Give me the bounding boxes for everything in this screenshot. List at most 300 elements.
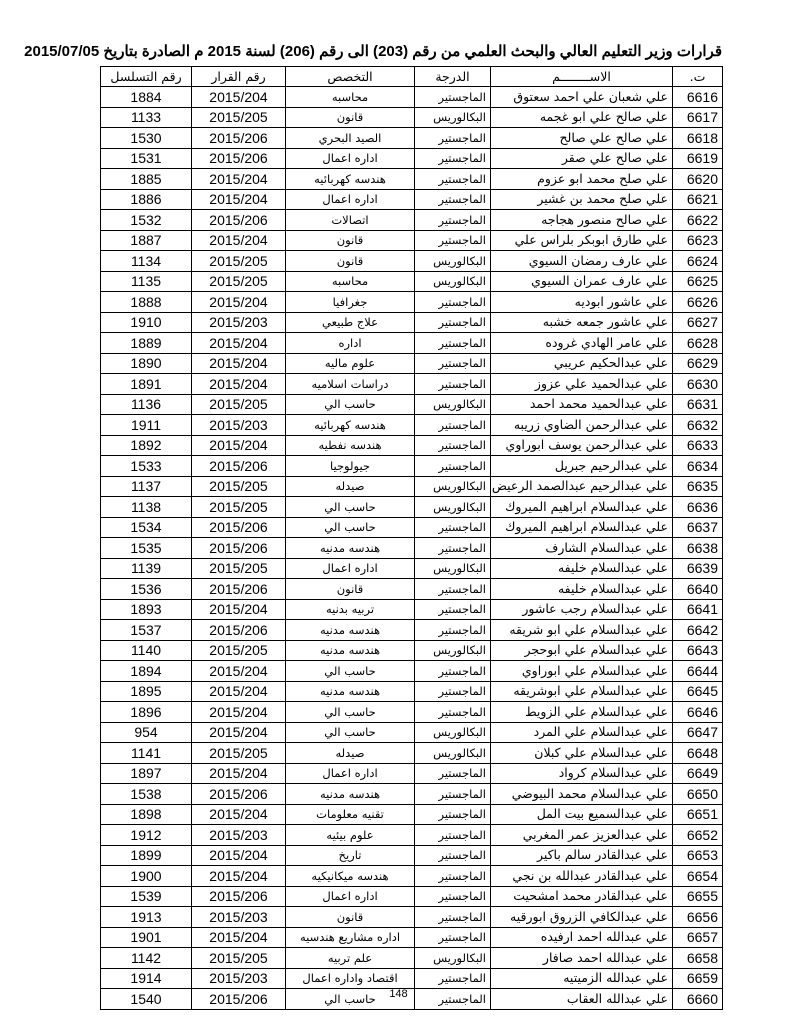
row-decision-number: 2015/206 (192, 128, 286, 149)
row-decision-number: 2015/203 (192, 312, 286, 333)
row-decision-number: 2015/204 (192, 374, 286, 395)
table-row (101, 845, 723, 866)
row-specialization: دراسات اسلاميه (286, 374, 415, 395)
row-serial-number: 954 (101, 722, 192, 743)
row-degree: الماجستير (415, 579, 491, 600)
row-decision-number: 2015/204 (192, 599, 286, 620)
row-decision-number: 2015/204 (192, 189, 286, 210)
row-name: علي عبدالرحمن الضاوي زريبه (491, 415, 673, 436)
row-specialization: اداره مشاريع هندسيه (286, 927, 415, 948)
row-decision-number: 2015/204 (192, 866, 286, 887)
row-decision-number: 2015/203 (192, 415, 286, 436)
row-specialization: هندسه كهربائيه (286, 169, 415, 190)
row-seq: 6638 (673, 538, 723, 559)
header-name: الاســــــــم (491, 67, 673, 87)
row-name: علي صلح محمد ابو عزوم (491, 169, 673, 190)
row-serial-number: 1891 (101, 374, 192, 395)
row-name: علي عبدالسلام رجب عاشور (491, 599, 673, 620)
row-seq: 6627 (673, 312, 723, 333)
table-row (101, 722, 723, 743)
row-decision-number: 2015/206 (192, 579, 286, 600)
row-specialization: حاسب الي (286, 394, 415, 415)
table-row (101, 394, 723, 415)
row-degree: الماجستير (415, 927, 491, 948)
row-name: علي عبدالسلام علي المرد (491, 722, 673, 743)
table-row (101, 886, 723, 907)
row-seq: 6635 (673, 476, 723, 497)
row-serial-number: 1889 (101, 333, 192, 354)
table-row (101, 251, 723, 272)
row-specialization: هندسه مدنيه (286, 784, 415, 805)
row-serial-number: 1138 (101, 497, 192, 518)
row-seq: 6619 (673, 148, 723, 169)
row-degree: الماجستير (415, 374, 491, 395)
row-serial-number: 1911 (101, 415, 192, 436)
row-specialization: تاريخ (286, 845, 415, 866)
header-seq: ت. (673, 67, 723, 87)
row-degree: الماجستير (415, 189, 491, 210)
row-seq: 6620 (673, 169, 723, 190)
row-seq: 6630 (673, 374, 723, 395)
row-decision-number: 2015/206 (192, 210, 286, 231)
row-decision-number: 2015/204 (192, 292, 286, 313)
row-decision-number: 2015/205 (192, 948, 286, 969)
row-serial-number: 1897 (101, 763, 192, 784)
table-row (101, 661, 723, 682)
table-row (101, 743, 723, 764)
row-seq: 6617 (673, 107, 723, 128)
row-decision-number: 2015/204 (192, 763, 286, 784)
row-decision-number: 2015/204 (192, 333, 286, 354)
row-serial-number: 1892 (101, 435, 192, 456)
row-name: علي عبدالحميد علي عزوز (491, 374, 673, 395)
row-name: علي صلح محمد بن غشير (491, 189, 673, 210)
row-degree: الماجستير (415, 763, 491, 784)
row-serial-number: 1888 (101, 292, 192, 313)
row-name: علي عامر الهادي غروده (491, 333, 673, 354)
row-degree: الماجستير (415, 825, 491, 846)
row-degree: البكالوريس (415, 640, 491, 661)
row-name: علي عبدالسلام علي ابو شريقه (491, 620, 673, 641)
row-seq: 6641 (673, 599, 723, 620)
table-row (101, 579, 723, 600)
table-row (101, 681, 723, 702)
row-specialization: تقنيه معلومات (286, 804, 415, 825)
table-row (101, 517, 723, 538)
row-serial-number: 1886 (101, 189, 192, 210)
table-row (101, 640, 723, 661)
row-specialization: اداره اعمال (286, 148, 415, 169)
row-name: علي عبدالرحيم جبريل (491, 456, 673, 477)
row-specialization: اداره اعمال (286, 189, 415, 210)
table-row (101, 784, 723, 805)
row-name: علي عبدالسلام خليفه (491, 579, 673, 600)
row-specialization: قانون (286, 107, 415, 128)
row-name: علي عبدالعزيز عمر المغربي (491, 825, 673, 846)
row-serial-number: 1901 (101, 927, 192, 948)
row-serial-number: 1910 (101, 312, 192, 333)
row-decision-number: 2015/204 (192, 702, 286, 723)
table-row (101, 333, 723, 354)
row-degree: البكالوريس (415, 722, 491, 743)
row-degree: البكالوريس (415, 271, 491, 292)
row-serial-number: 1136 (101, 394, 192, 415)
row-serial-number: 1540 (101, 989, 192, 1010)
table-row (101, 312, 723, 333)
row-specialization: هندسه كهربائيه (286, 415, 415, 436)
row-degree: الماجستير (415, 886, 491, 907)
table-row (101, 292, 723, 313)
row-name: علي عارف عمران السيوي (491, 271, 673, 292)
row-name: علي عبدالرحمن يوسف ابوراوي (491, 435, 673, 456)
row-decision-number: 2015/205 (192, 743, 286, 764)
row-serial-number: 1900 (101, 866, 192, 887)
row-seq: 6629 (673, 353, 723, 374)
row-name: علي عبدالسلام خليفه (491, 558, 673, 579)
table-row (101, 353, 723, 374)
row-specialization: صيدله (286, 476, 415, 497)
row-name: علي عبدالقادر سالم باكير (491, 845, 673, 866)
row-seq: 6632 (673, 415, 723, 436)
table-row (101, 169, 723, 190)
row-seq: 6654 (673, 866, 723, 887)
table-row (101, 558, 723, 579)
row-specialization: اداره اعمال (286, 558, 415, 579)
row-name: علي عبدالحكيم عريبي (491, 353, 673, 374)
row-serial-number: 1885 (101, 169, 192, 190)
row-decision-number: 2015/205 (192, 476, 286, 497)
row-seq: 6621 (673, 189, 723, 210)
row-serial-number: 1137 (101, 476, 192, 497)
row-serial-number: 1133 (101, 107, 192, 128)
row-degree: الماجستير (415, 784, 491, 805)
row-degree: البكالوريس (415, 948, 491, 969)
row-decision-number: 2015/204 (192, 435, 286, 456)
row-seq: 6645 (673, 681, 723, 702)
row-serial-number: 1535 (101, 538, 192, 559)
row-seq: 6656 (673, 907, 723, 928)
row-serial-number: 1887 (101, 230, 192, 251)
row-serial-number: 1895 (101, 681, 192, 702)
row-seq: 6636 (673, 497, 723, 518)
row-decision-number: 2015/204 (192, 661, 286, 682)
row-degree: البكالوريس (415, 743, 491, 764)
row-name: علي عبدالحميد محمد احمد (491, 394, 673, 415)
row-specialization: حاسب الي (286, 702, 415, 723)
header-degree: الدرجة (415, 67, 491, 87)
row-seq: 6659 (673, 968, 723, 989)
table-row (101, 866, 723, 887)
row-degree: الماجستير (415, 87, 491, 108)
row-decision-number: 2015/204 (192, 681, 286, 702)
row-specialization: حاسب الي (286, 661, 415, 682)
row-name: علي صالح علي صقر (491, 148, 673, 169)
row-serial-number: 1914 (101, 968, 192, 989)
row-decision-number: 2015/204 (192, 230, 286, 251)
row-degree: الماجستير (415, 292, 491, 313)
row-decision-number: 2015/203 (192, 825, 286, 846)
row-name: علي عبدالقادر عبدالله بن نجي (491, 866, 673, 887)
row-decision-number: 2015/206 (192, 148, 286, 169)
row-seq: 6653 (673, 845, 723, 866)
row-seq: 6626 (673, 292, 723, 313)
row-serial-number: 1533 (101, 456, 192, 477)
row-seq: 6633 (673, 435, 723, 456)
row-decision-number: 2015/205 (192, 394, 286, 415)
decisions-table (100, 66, 723, 1010)
row-specialization: قانون (286, 251, 415, 272)
row-seq: 6652 (673, 825, 723, 846)
row-decision-number: 2015/206 (192, 989, 286, 1010)
row-serial-number: 1884 (101, 87, 192, 108)
row-specialization: محاسبه (286, 87, 415, 108)
page-number: 148 (389, 988, 408, 1000)
table-row (101, 702, 723, 723)
row-name: علي طارق ابوبكر بلراس علي (491, 230, 673, 251)
row-name: علي عبدالسلام ابراهيم الميروك (491, 497, 673, 518)
row-decision-number: 2015/205 (192, 558, 286, 579)
table-row (101, 948, 723, 969)
row-specialization: هندسه نفطيه (286, 435, 415, 456)
row-seq: 6647 (673, 722, 723, 743)
row-specialization: اداره (286, 333, 415, 354)
row-specialization: الصيد البحري (286, 128, 415, 149)
row-degree: البكالوريس (415, 251, 491, 272)
table-row (101, 230, 723, 251)
row-specialization: قانون (286, 230, 415, 251)
row-seq: 6634 (673, 456, 723, 477)
row-decision-number: 2015/206 (192, 620, 286, 641)
table-row (101, 825, 723, 846)
row-decision-number: 2015/204 (192, 804, 286, 825)
header-specialization: التخصص (286, 67, 415, 87)
table-row (101, 497, 723, 518)
table-row (101, 968, 723, 989)
row-serial-number: 1896 (101, 702, 192, 723)
row-serial-number: 1537 (101, 620, 192, 641)
row-serial-number: 1913 (101, 907, 192, 928)
row-specialization: جغرافيا (286, 292, 415, 313)
row-serial-number: 1912 (101, 825, 192, 846)
row-specialization: اداره اعمال (286, 886, 415, 907)
row-degree: الماجستير (415, 681, 491, 702)
row-decision-number: 2015/204 (192, 87, 286, 108)
row-seq: 6624 (673, 251, 723, 272)
row-seq: 6643 (673, 640, 723, 661)
row-name: علي صالح منصور هجاجه (491, 210, 673, 231)
row-seq: 6640 (673, 579, 723, 600)
row-specialization: اتصالات (286, 210, 415, 231)
row-specialization: حاسب الي (286, 989, 415, 1010)
row-decision-number: 2015/205 (192, 640, 286, 661)
header-decision-number: رقم القرار (192, 67, 286, 87)
row-serial-number: 1142 (101, 948, 192, 969)
row-name: علي عبدالسميع بيت المل (491, 804, 673, 825)
row-seq: 6648 (673, 743, 723, 764)
row-decision-number: 2015/205 (192, 271, 286, 292)
row-degree: البكالوريس (415, 476, 491, 497)
row-seq: 6651 (673, 804, 723, 825)
document-title: قرارات وزير التعليم العالي والبحث العلمي من رقم (203) الى رقم (206) لسنة 2015 م الصادرة بتاريخ 2015/07/05 (24, 43, 722, 60)
row-decision-number: 2015/203 (192, 968, 286, 989)
row-seq: 6618 (673, 128, 723, 149)
row-name: علي عارف رمضان السيوي (491, 251, 673, 272)
row-decision-number: 2015/206 (192, 538, 286, 559)
table-row (101, 271, 723, 292)
row-degree: الماجستير (415, 312, 491, 333)
row-specialization: محاسبه (286, 271, 415, 292)
row-specialization: حاسب الي (286, 722, 415, 743)
row-decision-number: 2015/206 (192, 517, 286, 538)
row-serial-number: 1898 (101, 804, 192, 825)
row-specialization: علوم ماليه (286, 353, 415, 374)
row-degree: الماجستير (415, 210, 491, 231)
row-degree: الماجستير (415, 620, 491, 641)
row-decision-number: 2015/204 (192, 845, 286, 866)
row-specialization: اداره اعمال (286, 763, 415, 784)
row-name: علي عاشور ابوديه (491, 292, 673, 313)
row-decision-number: 2015/205 (192, 107, 286, 128)
row-name: علي عبدالله احمد صافار (491, 948, 673, 969)
row-degree: البكالوريس (415, 558, 491, 579)
row-degree: البكالوريس (415, 107, 491, 128)
row-name: علي عبدالسلام علي ابوشريقه (491, 681, 673, 702)
row-seq: 6650 (673, 784, 723, 805)
row-degree: الماجستير (415, 968, 491, 989)
row-seq: 6622 (673, 210, 723, 231)
row-serial-number: 1135 (101, 271, 192, 292)
row-serial-number: 1532 (101, 210, 192, 231)
row-serial-number: 1894 (101, 661, 192, 682)
table-row (101, 435, 723, 456)
row-serial-number: 1141 (101, 743, 192, 764)
row-degree: البكالوريس (415, 394, 491, 415)
row-serial-number: 1139 (101, 558, 192, 579)
row-degree: الماجستير (415, 804, 491, 825)
row-degree: الماجستير (415, 128, 491, 149)
row-name: علي عبدالكافي الزروق ابورقيه (491, 907, 673, 928)
row-specialization: قانون (286, 907, 415, 928)
table-row (101, 128, 723, 149)
row-name: علي عبدالرحيم عبدالصمد الرعيض (491, 476, 673, 497)
row-seq: 6657 (673, 927, 723, 948)
table-row (101, 210, 723, 231)
row-decision-number: 2015/205 (192, 251, 286, 272)
row-decision-number: 2015/206 (192, 886, 286, 907)
row-specialization: صيدله (286, 743, 415, 764)
row-degree: الماجستير (415, 353, 491, 374)
row-name: علي عبدالله احمد ارفيده (491, 927, 673, 948)
row-name: علي عبدالسلام ابراهيم الميروك (491, 517, 673, 538)
row-specialization: هندسه مدنيه (286, 538, 415, 559)
row-specialization: هندسه مدنيه (286, 640, 415, 661)
row-specialization: تربيه بدنيه (286, 599, 415, 620)
row-seq: 6660 (673, 989, 723, 1010)
table-row (101, 804, 723, 825)
row-serial-number: 1134 (101, 251, 192, 272)
row-serial-number: 1899 (101, 845, 192, 866)
row-degree: الماجستير (415, 333, 491, 354)
row-degree: الماجستير (415, 538, 491, 559)
table-row (101, 148, 723, 169)
row-specialization: علوم بيئيه (286, 825, 415, 846)
row-degree: الماجستير (415, 866, 491, 887)
row-degree: الماجستير (415, 230, 491, 251)
row-decision-number: 2015/204 (192, 722, 286, 743)
row-degree: الماجستير (415, 169, 491, 190)
row-degree: الماجستير (415, 148, 491, 169)
row-specialization: حاسب الي (286, 517, 415, 538)
row-seq: 6655 (673, 886, 723, 907)
row-serial-number: 1539 (101, 886, 192, 907)
row-seq: 6642 (673, 620, 723, 641)
row-serial-number: 1530 (101, 128, 192, 149)
row-serial-number: 1536 (101, 579, 192, 600)
row-degree: الماجستير (415, 415, 491, 436)
table-row (101, 456, 723, 477)
row-seq: 6623 (673, 230, 723, 251)
row-degree: الماجستير (415, 435, 491, 456)
row-degree: الماجستير (415, 989, 491, 1010)
row-decision-number: 2015/204 (192, 169, 286, 190)
row-seq: 6649 (673, 763, 723, 784)
row-decision-number: 2015/203 (192, 907, 286, 928)
row-seq: 6658 (673, 948, 723, 969)
row-name: علي عاشور جمعه خشبه (491, 312, 673, 333)
row-specialization: جيولوجيا (286, 456, 415, 477)
row-serial-number: 1893 (101, 599, 192, 620)
row-degree: الماجستير (415, 517, 491, 538)
row-name: علي عبدالله الزميتيه (491, 968, 673, 989)
row-name: علي عبدالسلام علي ابوراوي (491, 661, 673, 682)
row-name: علي عبدالقادر محمد امشحيت (491, 886, 673, 907)
table-row (101, 374, 723, 395)
row-serial-number: 1531 (101, 148, 192, 169)
row-specialization: هندسه مدنيه (286, 681, 415, 702)
row-decision-number: 2015/206 (192, 456, 286, 477)
row-specialization: قانون (286, 579, 415, 600)
header-serial-number: رقم التسلسل (101, 67, 192, 87)
table-row (101, 599, 723, 620)
row-name: علي عبدالسلام علي ابوحجر (491, 640, 673, 661)
table-row (101, 107, 723, 128)
row-seq: 6639 (673, 558, 723, 579)
row-specialization: علاج طبيعي (286, 312, 415, 333)
row-degree: البكالوريس (415, 497, 491, 518)
row-serial-number: 1140 (101, 640, 192, 661)
row-specialization: هندسه مدنيه (286, 620, 415, 641)
row-decision-number: 2015/204 (192, 927, 286, 948)
row-seq: 6631 (673, 394, 723, 415)
row-specialization: حاسب الي (286, 497, 415, 518)
row-name: علي صالح علي صالح (491, 128, 673, 149)
row-name: علي عبدالسلام علي الزويط (491, 702, 673, 723)
row-specialization: اقتصاد واداره اعمال (286, 968, 415, 989)
table-row (101, 620, 723, 641)
table-row (101, 87, 723, 108)
row-seq: 6646 (673, 702, 723, 723)
row-name: علي عبدالله العقاب (491, 989, 673, 1010)
row-degree: الماجستير (415, 907, 491, 928)
row-seq: 6628 (673, 333, 723, 354)
table-row (101, 907, 723, 928)
row-name: علي عبدالسلام محمد البيوضي (491, 784, 673, 805)
row-name: علي صالح علي ابو غجمه (491, 107, 673, 128)
row-decision-number: 2015/206 (192, 784, 286, 805)
row-decision-number: 2015/205 (192, 497, 286, 518)
row-degree: الماجستير (415, 456, 491, 477)
row-decision-number: 2015/204 (192, 353, 286, 374)
